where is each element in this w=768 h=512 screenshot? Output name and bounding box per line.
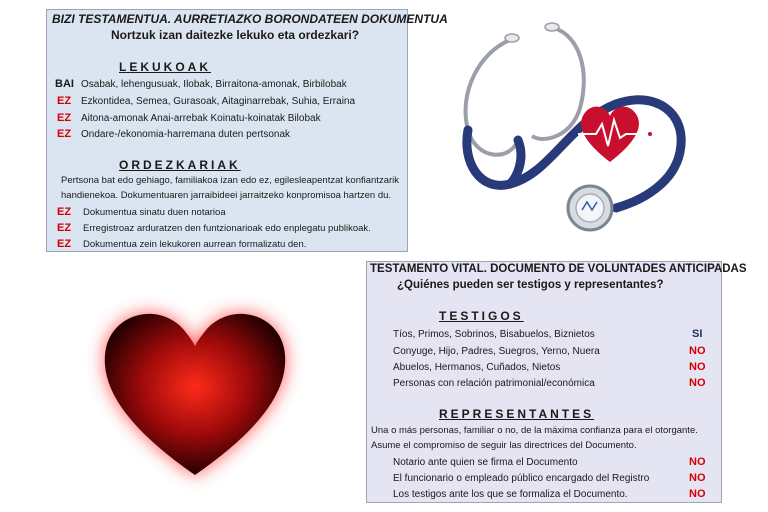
basque-witnesses-heading: LEKUKOAK bbox=[119, 60, 211, 74]
spanish-witness-text: Abuelos, Hermanos, Cuñados, Nietos bbox=[393, 362, 561, 373]
basque-witness-tag: BAI bbox=[55, 78, 74, 90]
basque-rep-text: Dokumentua zein lekukoren aurrean formalizatu den. bbox=[83, 239, 307, 250]
glowing-heart-icon bbox=[60, 270, 330, 500]
spanish-witness-tag: NO bbox=[689, 377, 706, 389]
basque-witness-text: Ondare-/ekonomia-harremana duten pertsonak bbox=[81, 129, 291, 140]
basque-subtitle: Nortzuk izan daitezke lekuko eta ordezkari? bbox=[111, 28, 360, 42]
earpiece-icon bbox=[505, 34, 519, 42]
basque-paragraph-line: handienekoa. Dokumentuaren jarraibideei jarraitzeko konpromisoa hartzen du. bbox=[61, 190, 392, 201]
earpiece-icon bbox=[545, 23, 559, 31]
basque-rep-text: Erregistroaz arduratzen den funtzionarioak edo enplegatu publikoak. bbox=[83, 223, 371, 234]
basque-witness-text: Osabak, lehengusuak, Ilobak, Birraitona-amonak, Birbilobak bbox=[81, 79, 347, 90]
spanish-paragraph bbox=[371, 423, 721, 453]
spanish-witness-tag: NO bbox=[689, 345, 706, 357]
basque-rep-tag: EZ bbox=[57, 206, 72, 218]
spanish-witness-text: Personas con relación patrimonial/económica bbox=[393, 378, 595, 389]
spanish-title: TESTAMENTO VITAL. DOCUMENTO DE VOLUNTADES ANTICIPADAS bbox=[370, 263, 747, 275]
spanish-witness-text: Tíos, Primos, Sobrinos, Bisabuelos, Biznietos bbox=[393, 329, 595, 340]
spanish-subtitle: ¿Quiénes pueden ser testigos y representantes? bbox=[397, 279, 664, 291]
spanish-representatives-heading: REPRESENTANTES bbox=[439, 407, 595, 421]
basque-rep-tag: EZ bbox=[57, 222, 72, 234]
stethoscope-tube bbox=[510, 140, 521, 184]
spanish-witnesses-heading: TESTIGOS bbox=[439, 309, 524, 323]
spanish-paragraph-line: Una o más personas, familiar o no, de la máxima confianza para el otorgante. bbox=[371, 425, 698, 436]
spanish-info-card bbox=[366, 261, 747, 503]
heart-ecg-icon bbox=[578, 107, 652, 162]
stethoscope-ear-tube bbox=[466, 40, 518, 155]
stethoscope-illustration bbox=[440, 12, 700, 240]
spanish-rep-tag: NO bbox=[689, 488, 706, 500]
basque-witness-tag: EZ bbox=[57, 112, 72, 124]
spanish-witness-text: Conyuge, Hijo, Padres, Suegros, Yerno, Nuera bbox=[393, 346, 600, 357]
basque-title: BIZI TESTAMENTUA. AURRETIAZKO BORONDATEEN DOKUMENTUA bbox=[52, 12, 448, 26]
spanish-rep-text: El funcionario o empleado público encargado del Registro bbox=[393, 473, 650, 484]
spanish-rep-text: Los testigos ante los que se formaliza el Documento. bbox=[393, 489, 628, 500]
basque-witness-tag: EZ bbox=[57, 95, 72, 107]
basque-witness-text: Aitona-amonak Anai-arrebak Koinatu-koinatak Bilobak bbox=[81, 113, 321, 124]
basque-paragraph-line: Pertsona bat edo gehiago, familiakoa izan edo ez, egilesleарentzat konfiantzarik bbox=[61, 175, 399, 186]
basque-witness-text: Ezkontidea, Semea, Gurasoak, Aitaginarrebak, Suhia, Erraina bbox=[81, 96, 356, 107]
basque-info-card bbox=[46, 9, 448, 252]
basque-paragraph bbox=[61, 173, 406, 203]
spanish-rep-tag: NO bbox=[689, 472, 706, 484]
basque-rep-tag: EZ bbox=[57, 238, 72, 250]
basque-witness-tag: EZ bbox=[57, 128, 72, 140]
basque-representatives-heading: ORDEZKARIAK bbox=[119, 158, 241, 172]
spanish-rep-text: Notario ante quien se firma el Documento bbox=[393, 457, 578, 468]
stethoscope-ear-tube bbox=[532, 28, 584, 139]
basque-rep-text: Dokumentua sinatu duen notarioa bbox=[83, 207, 226, 218]
spanish-rep-tag: NO bbox=[689, 456, 706, 468]
spanish-witness-tag: NO bbox=[689, 361, 706, 373]
spanish-witness-tag: SI bbox=[692, 328, 703, 340]
spanish-paragraph-line: Asume el compromiso de seguir las directrices del Documento. bbox=[371, 440, 637, 451]
